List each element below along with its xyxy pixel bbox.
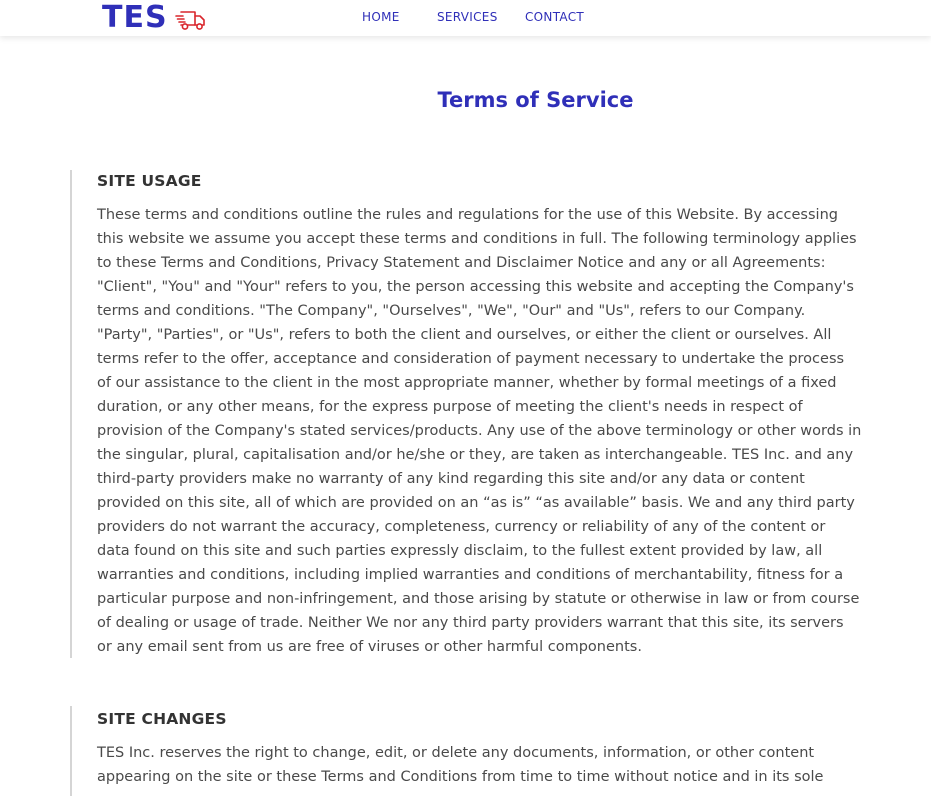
section-heading-site-changes: SITE CHANGES: [97, 710, 227, 728]
nav-home-link[interactable]: HOME: [362, 10, 400, 24]
site-usage-section: [70, 170, 860, 658]
section-heading-site-usage: SITE USAGE: [97, 172, 202, 190]
section-body-site-changes: TES Inc. reserves the right to change, edit, or delete any documents, information, or other content appearing on the site or these Terms and Conditions from time to time without notice and in its sole: [97, 745, 824, 785]
delivery-truck-icon: [175, 8, 207, 32]
site-changes-section: [70, 706, 860, 796]
nav-services-link[interactable]: SERVICES: [437, 10, 498, 24]
brand-name: TES: [102, 0, 168, 35]
brand-logo[interactable]: [102, 0, 207, 36]
top-navigation-bar: [0, 0, 931, 36]
section-body-site-usage: These terms and conditions outline the rules and regulations for the use of this Website. By accessing this website we assume you accept these terms and conditions in full. The following terminology applies to these Terms and Conditions, Privacy Statement and Disclaimer Notice and any or all Agreements: "Client", "You" and "Your" refers to you, the person accessing this website and accepting the Company's terms and conditions. "The Company", "Ourselves", "We", "Our" and "Us", refers to our Company. "Party", "Parties", or "Us", refers to both the client and ourselves, or either the client or ourselves. All terms refer to the offer, acceptance and consideration of payment necessary to undertake the process of our assistance to the client in the most appropriate manner, whether by formal meetings of a fixed duration, or any other means, for the express purpose of meeting the client's needs in respect of provision of the Company's stated services/products. Any use of the above terminology or other words in the singular, plural, capitalisation and/or he/she or they, are taken as interchangeable. TES Inc. and any third-party providers make no warranty of any kind regarding this site and/or any data or content provided on this site, all of which are provided on an “as is” “as available” basis. We and any third party providers do not warrant the accuracy, completeness, currency or reliability of any of the content or data found on this site and such parties expressly disclaim, to the fullest extent provided by law, all warranties and conditions, including implied warranties and conditions of merchantability, fitness for a particular purpose and non-infringement, and those arising by statute or otherwise in law or from course of dealing or usage of trade. Neither We nor any third party providers warrant that this site, its servers or any email sent from us are free of viruses or other harmful components.: [97, 207, 862, 655]
nav-contact-link[interactable]: CONTACT: [525, 10, 585, 24]
page-title: Terms of Service: [437, 88, 634, 112]
